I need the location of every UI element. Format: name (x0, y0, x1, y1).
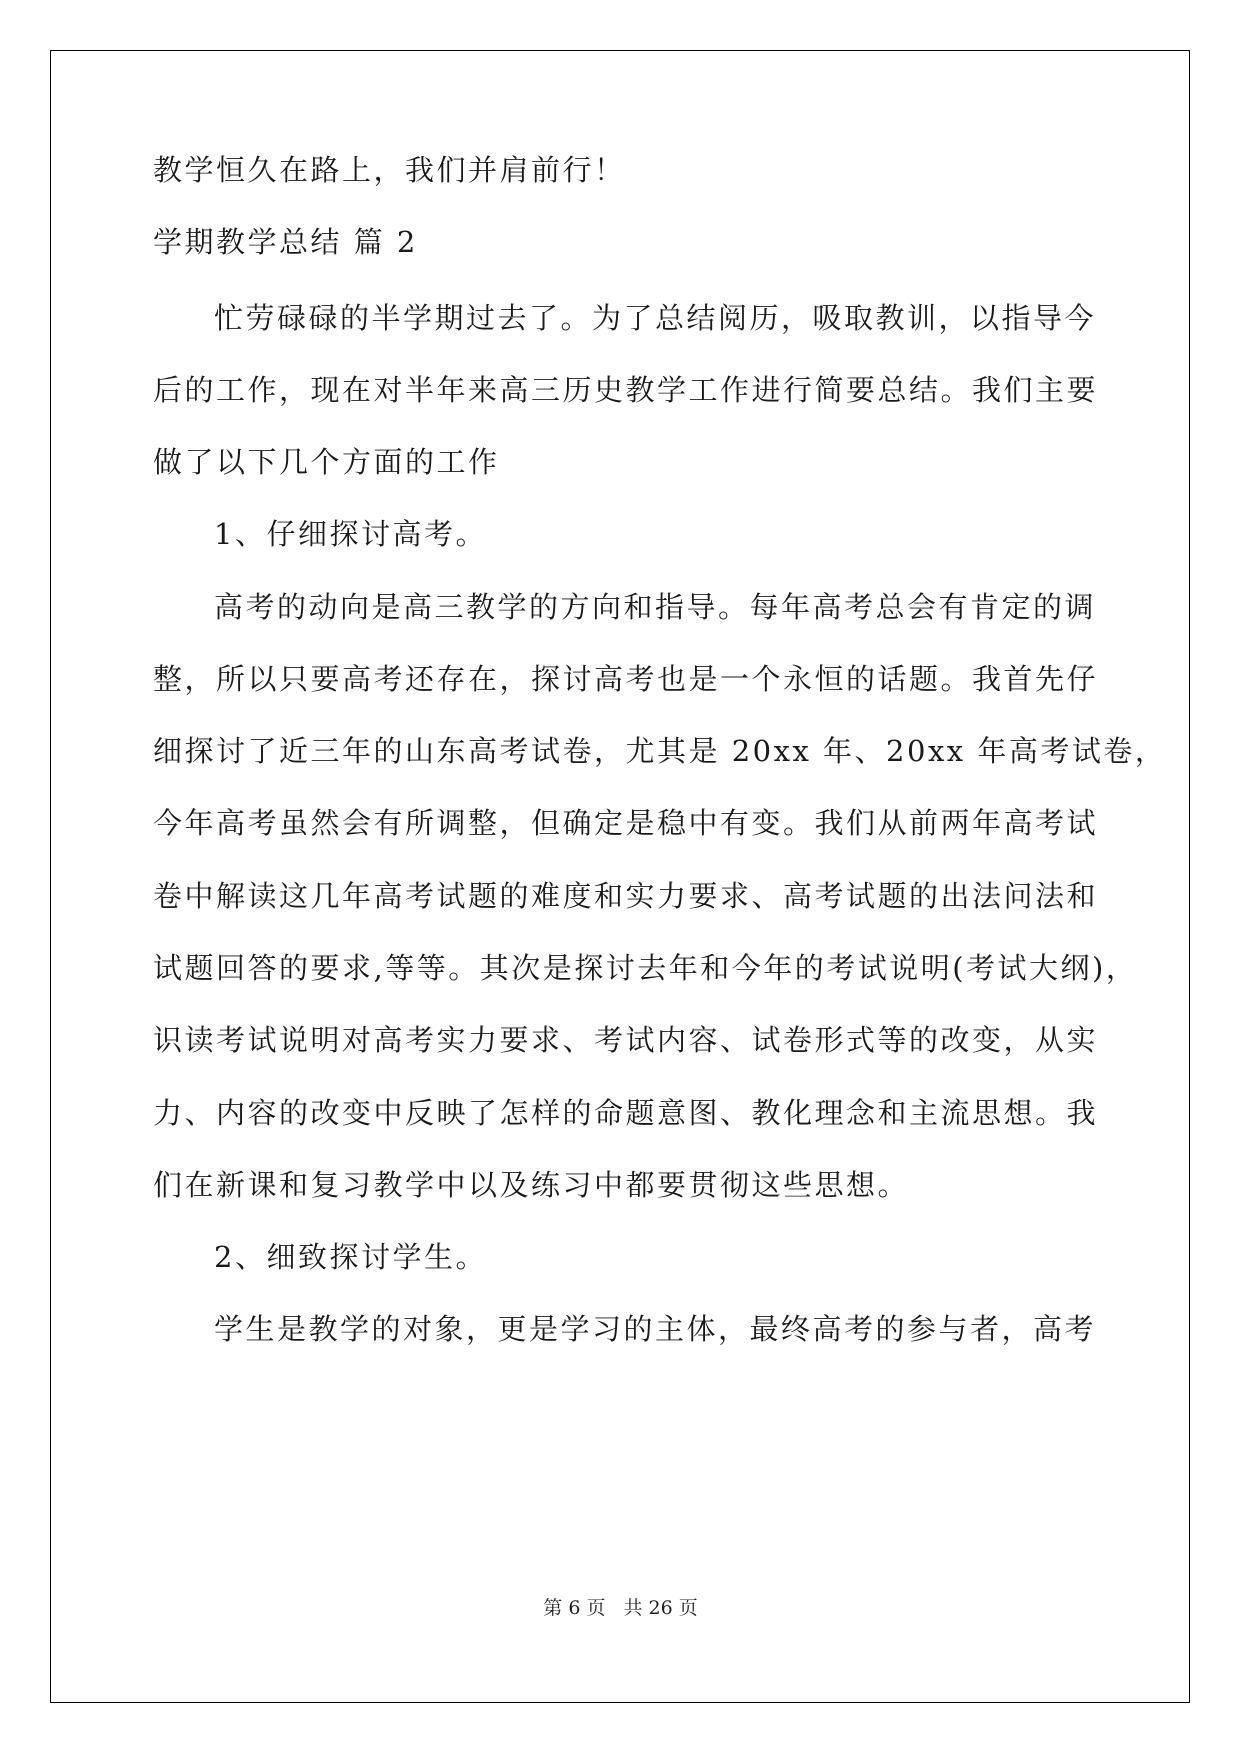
paragraph-line: 忙劳碌碌的半学期过去了。为了总结阅历，吸取教训，以指导今 (214, 301, 1097, 335)
text-line: 教学恒久在路上，我们并肩前行！ (153, 153, 626, 187)
paragraph-line: 细探讨了近三年的山东高考试卷，尤其是 20xx 年、20xx 年高考试卷， (153, 734, 1167, 768)
list-item-heading: 2、细致探讨学生。 (214, 1240, 487, 1274)
paragraph-line: 试题回答的要求,等等。其次是探讨去年和今年的考试说明(考试大纲)， (153, 951, 1138, 985)
paragraph-line: 整，所以只要高考还存在，探讨高考也是一个永恒的话题。我首先仔 (153, 662, 1099, 696)
paragraph-line: 力、内容的改变中反映了怎样的命题意图、教化理念和主流思想。我 (153, 1096, 1099, 1130)
page-footer (0, 1596, 1241, 1620)
paragraph-line: 学生是教学的对象，更是学习的主体，最终高考的参与者，高考 (214, 1312, 1097, 1346)
paragraph-line: 后的工作，现在对半年来高三历史教学工作进行简要总结。我们主要 (153, 373, 1099, 407)
paragraph-line: 们在新课和复习教学中以及练习中都要贯彻这些思想。 (153, 1168, 910, 1202)
page-number: 第 6 页 (543, 1597, 606, 1619)
paragraph-line: 今年高考虽然会有所调整，但确定是稳中有变。我们从前两年高考试 (153, 806, 1099, 840)
paragraph-line: 高考的动向是高三教学的方向和指导。每年高考总会有肯定的调 (214, 590, 1097, 624)
paragraph-line: 卷中解读这几年高考试题的难度和实力要求、高考试题的出法问法和 (153, 879, 1099, 913)
list-item-heading: 1、仔细探讨高考。 (214, 517, 487, 551)
paragraph-line: 识读考试说明对高考实力要求、考试内容、试卷形式等的改变，从实 (153, 1023, 1099, 1057)
section-heading: 学期教学总结 篇 2 (153, 225, 418, 259)
page-total: 共 26 页 (623, 1597, 698, 1619)
paragraph-line: 做了以下几个方面的工作 (153, 445, 500, 479)
